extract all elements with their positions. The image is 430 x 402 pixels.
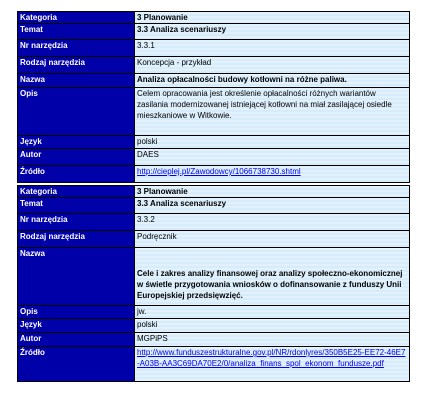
label-zrodlo: Źródło xyxy=(18,166,135,183)
label-jezyk: Język xyxy=(18,319,135,333)
label-jezyk: Język xyxy=(18,136,135,149)
value-nr[interactable]: 3.3.1 xyxy=(135,40,410,57)
value-temat[interactable]: 3.3 Analiza scenariuszy xyxy=(135,198,410,214)
value-temat[interactable]: 3.3 Analiza scenariuszy xyxy=(135,24,410,40)
row-rodzaj xyxy=(18,231,410,248)
row-kategoria xyxy=(18,12,410,24)
value-opis[interactable]: Celem opracowania jest określenie opłacalności różnych wariantów zasilania modernizowanej istniejącej kotłowni na miał zasilającej osiedle mieszkaniowe w Witkowie. xyxy=(135,88,410,136)
value-zrodlo-cell xyxy=(135,347,410,382)
row-zrodlo xyxy=(18,347,410,382)
value-nr[interactable]: 3.3.2 xyxy=(135,214,410,231)
label-autor: Autor xyxy=(18,149,135,166)
row-nr xyxy=(18,40,410,57)
row-temat xyxy=(18,24,410,40)
row-kategoria xyxy=(18,186,410,198)
row-zrodlo xyxy=(18,166,410,183)
row-opis xyxy=(18,88,410,136)
value-autor[interactable]: DAES xyxy=(135,149,410,166)
value-rodzaj[interactable]: Podręcznik xyxy=(135,231,410,248)
tool-card-2 xyxy=(17,185,410,382)
value-zrodlo-cell xyxy=(135,166,410,183)
row-autor xyxy=(18,333,410,347)
label-temat: Temat xyxy=(18,24,135,40)
label-nazwa: Nazwa xyxy=(18,74,135,88)
value-autor[interactable]: MGPiPS xyxy=(135,333,410,347)
value-jezyk[interactable]: polski xyxy=(135,319,410,333)
value-kategoria[interactable]: 3 Planowanie xyxy=(135,186,410,198)
row-autor xyxy=(18,149,410,166)
label-temat: Temat xyxy=(18,198,135,214)
value-nazwa[interactable]: Cele i zakres analizy finansowej oraz analizy społeczno-ekonomicznej w świetle przygotowania wniosków o dofinansowanie z funduszy Unii Europejskiej przedsięwzięć. xyxy=(135,248,410,306)
label-kategoria: Kategoria xyxy=(18,186,135,198)
value-nazwa[interactable]: Analiza opłacalności budowy kotłowni na różne paliwa. xyxy=(135,74,410,88)
label-nazwa: Nazwa xyxy=(18,248,135,306)
row-jezyk xyxy=(18,136,410,149)
label-opis: Opis xyxy=(18,306,135,319)
source-link[interactable]: http://cieplej.pl/Zawodowcy/1066738730.shtml xyxy=(137,167,301,176)
value-jezyk[interactable]: polski xyxy=(135,136,410,149)
value-rodzaj[interactable]: Koncepcja - przykład xyxy=(135,57,410,74)
row-opis xyxy=(18,306,410,319)
tool-card-1 xyxy=(17,11,410,183)
label-nr: Nr narzędzia xyxy=(18,214,135,231)
label-nr: Nr narzędzia xyxy=(18,40,135,57)
row-nr xyxy=(18,214,410,231)
row-temat xyxy=(18,198,410,214)
value-kategoria[interactable]: 3 Planowanie xyxy=(135,12,410,24)
label-zrodlo: Źródło xyxy=(18,347,135,382)
row-nazwa xyxy=(18,248,410,306)
label-opis: Opis xyxy=(18,88,135,136)
source-link[interactable]: http://www.funduszestrukturalne.gov.pl/NR/rdonlyres/350B5E25-EE72-46E7-A03B-AA3C69DA70E2/0/analiza_finans_spol_ekonom_fundusze.pdf xyxy=(137,348,406,368)
tool-card-table xyxy=(17,11,410,183)
row-rodzaj xyxy=(18,57,410,74)
label-autor: Autor xyxy=(18,333,135,347)
label-rodzaj: Rodzaj narzędzia xyxy=(18,57,135,74)
row-jezyk xyxy=(18,319,410,333)
tool-card-table xyxy=(17,185,410,382)
row-nazwa xyxy=(18,74,410,88)
label-kategoria: Kategoria xyxy=(18,12,135,24)
label-rodzaj: Rodzaj narzędzia xyxy=(18,231,135,248)
value-opis[interactable]: jw. xyxy=(135,306,410,319)
